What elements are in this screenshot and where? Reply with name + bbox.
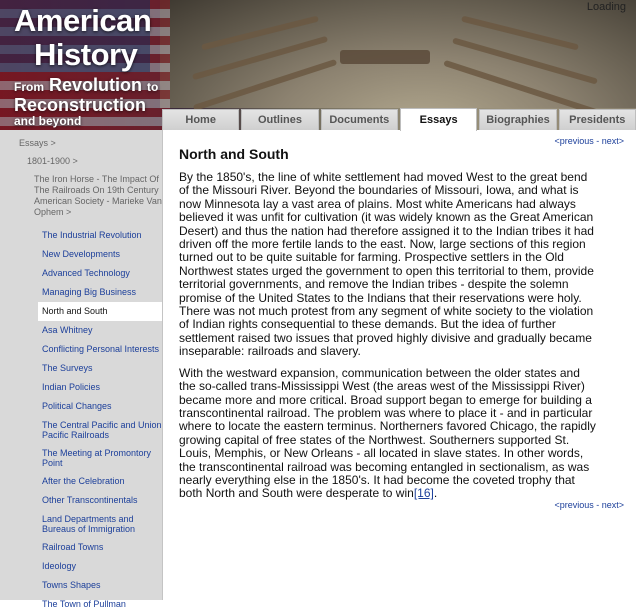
pager-separator: -: [593, 500, 602, 510]
sidebar-item-ideology[interactable]: Ideology: [42, 561, 77, 571]
sidebar-item-managing-big-business[interactable]: Managing Big Business: [42, 287, 137, 297]
sidebar-item-town-of-pullman[interactable]: The Town of Pullman: [42, 599, 126, 609]
tab-presidents[interactable]: Presidents: [559, 109, 636, 130]
sidebar: [0, 130, 163, 609]
logo-word-revolution: Revolution: [49, 75, 143, 95]
sidebar-item-after-the-celebration[interactable]: After the Celebration: [42, 476, 125, 486]
breadcrumb: [0, 130, 162, 218]
tab-home[interactable]: Home: [162, 109, 239, 130]
logo-title-american: American: [14, 3, 152, 38]
tab-outlines[interactable]: Outlines: [241, 109, 318, 130]
sidebar-item-north-and-south[interactable]: North and South: [38, 302, 162, 321]
pager-bottom: [554, 500, 624, 510]
sidebar-item-the-surveys[interactable]: The Surveys: [42, 363, 93, 373]
sidebar-item-indian-policies[interactable]: Indian Policies: [42, 382, 101, 392]
previous-link[interactable]: <previous: [554, 136, 594, 146]
logo-word-to: to: [147, 80, 159, 94]
sidebar-item-new-developments[interactable]: New Developments: [42, 249, 121, 259]
pager-separator: -: [593, 136, 602, 146]
tab-biographies[interactable]: Biographies: [479, 109, 556, 130]
essay-paragraph: By the 1850's, the line of white settlement had moved West to the great bend of the Missouri River. Beyond the boundaries of Missouri, Iowa, and what is now Minnesota lay a vast area of plains. Most white Americans had always believed it was unfit for cultivation (it was widely known as the Great American Desert) and thus the nation had therefore assigned it to the Indian tribes it had driven off the more fertile lands to the east. Now, large sections of this region turned out to be quite suitable for farming. Prospective settlers in the Old Northwest states urged the government to open this territorial to them, provide territorial governments, and remove the Indian tribes - despite the solemn promise of the United States to the Indians that their reservations were holy. There was not much protest from any segment of white society to the violation of Indian rights consequential to these demands. But the idea of further settlement raised two issues that proved highly divisive and gradually became inseparable: railroads and slavery.: [179, 170, 594, 359]
sidebar-item-railroad-towns[interactable]: Railroad Towns: [42, 542, 104, 552]
sidebar-item-conflicting-personal-interests[interactable]: Conflicting Personal Interests: [42, 344, 160, 354]
tab-essays[interactable]: Essays: [400, 108, 477, 131]
breadcrumb-iron-horse[interactable]: The Iron Horse - The Impact Of The Railroads On 19th Century American Society - Marieke Van Ophem >: [34, 174, 162, 217]
logo-word-reconstruction: Reconstruction: [14, 95, 147, 115]
sidebar-item-industrial-revolution[interactable]: The Industrial Revolution: [42, 230, 142, 240]
footnote-link[interactable]: [16]: [413, 486, 434, 501]
sidebar-item-towns-shapes[interactable]: Towns Shapes: [42, 580, 101, 590]
breadcrumb-essays[interactable]: Essays >: [19, 138, 56, 148]
logo-word-from: From: [14, 80, 44, 94]
sidebar-item-advanced-technology[interactable]: Advanced Technology: [42, 268, 130, 278]
pager-top: [554, 136, 624, 146]
sidebar-item-central-pacific-union-pacific[interactable]: The Central Pacific and Union Pacific Railroads: [42, 420, 162, 440]
previous-link[interactable]: <previous: [554, 500, 594, 510]
site-logo[interactable]: [14, 4, 158, 128]
page-title: North and South: [179, 146, 289, 162]
logo-word-beyond: and beyond: [14, 114, 82, 128]
sidebar-item-asa-whitney[interactable]: Asa Whitney: [42, 325, 93, 335]
sidebar-item-other-transcontinentals[interactable]: Other Transcontinentals: [42, 495, 138, 505]
next-link[interactable]: next>: [601, 136, 624, 146]
chamber-rostrum: [340, 50, 430, 64]
essay-paragraph-text: With the westward expansion, communication between the older states and the so-called trans-Mississippi West (the areas west of the Mississippi River) became more and more critical. Broad support began to emerge for building a transcontinental railroad. The problem was where to place it - and in particular where to locate the eastern terminus. Northerners favored Chicago, the rapidly growing capital of free states of the Northwest. Southerners supported St. Louis, Memphis, or New Orleans - all located in slave states. In other words, the transcontinental railroad was becoming entangled in sectionalism, as was nearly everything else in the 1850's. It had become the coveted trophy that both North and South were desperate to win: [179, 365, 596, 501]
essay-body: [179, 171, 599, 509]
senate-chamber-image: [160, 0, 636, 108]
sidebar-item-land-departments[interactable]: Land Departments and Bureaus of Immigration: [42, 514, 136, 534]
tab-documents[interactable]: Documents: [321, 109, 398, 130]
sidebar-item-political-changes[interactable]: Political Changes: [42, 401, 112, 411]
loading-indicator: Loading: [586, 1, 626, 13]
logo-subtitle-line1: [14, 76, 158, 96]
sidebar-item-meeting-at-promontory-point[interactable]: The Meeting at Promontory Point: [42, 448, 152, 468]
main-nav-tabs: [162, 108, 636, 130]
logo-title-history: History: [34, 37, 138, 72]
next-link[interactable]: next>: [601, 500, 624, 510]
essay-paragraph: [179, 367, 599, 501]
breadcrumb-1801-1900[interactable]: 1801-1900 >: [27, 156, 78, 166]
topic-list: [0, 226, 162, 614]
paragraph-end: .: [433, 486, 438, 501]
